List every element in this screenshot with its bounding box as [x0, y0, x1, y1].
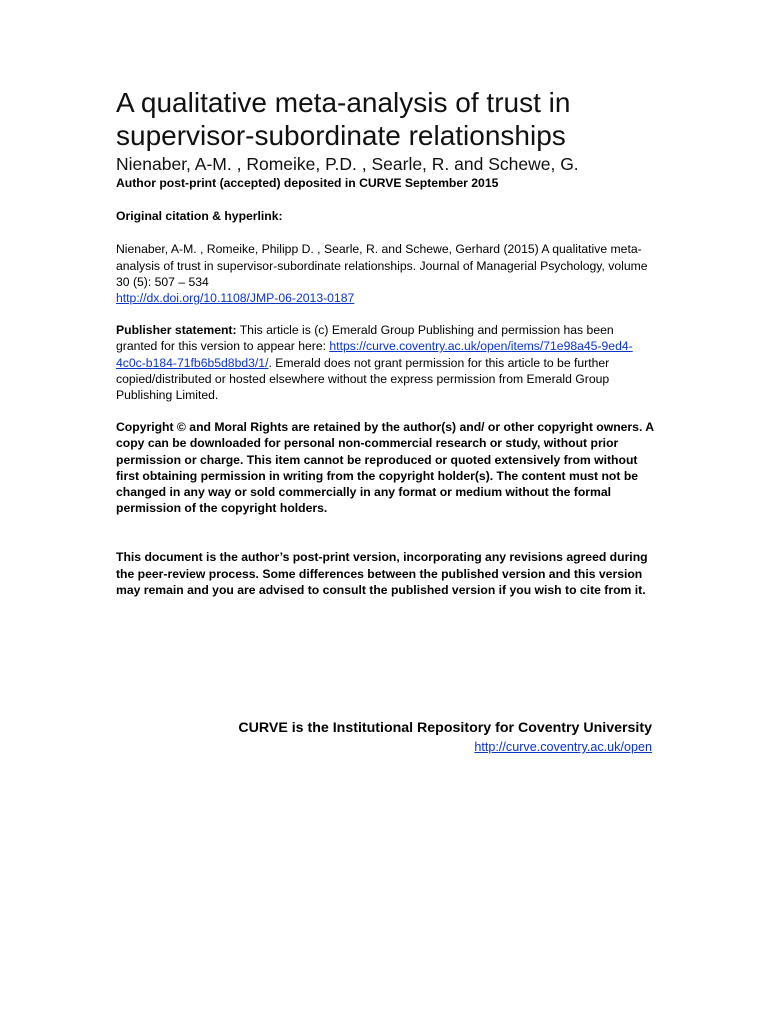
- repository-link[interactable]: http://curve.coventry.ac.uk/open: [474, 740, 652, 754]
- citation-block: [116, 241, 656, 306]
- curve-item-link[interactable]: https://curve.coventry.ac.uk/open/items/71e98a45-9ed4-4c0c-b184-71fb6b5d8bd3/1/: [116, 339, 633, 370]
- publisher-statement-label: Publisher statement:: [116, 323, 237, 338]
- author-list: Nienaber, A-M. , Romeike, P.D. , Searle, R. and Schewe, G.: [116, 154, 579, 174]
- repository-link-line: [116, 738, 652, 756]
- publisher-statement: [116, 322, 656, 403]
- document-page: [116, 86, 656, 598]
- citation-paragraph-link: [116, 290, 656, 306]
- postprint-note: This document is the author’s post-print version, incorporating any revisions agreed during the peer-review process. Some differences between the published version and this version may remain and you are advised to consult the published version if you wish to cite from it.: [116, 550, 648, 597]
- doi-link[interactable]: http://dx.doi.org/10.1108/JMP-06-2013-0187: [116, 291, 355, 306]
- deposit-note: Author post-print (accepted) deposited in CURVE September 2015: [116, 176, 499, 190]
- repository-title: CURVE is the Institutional Repository for Coventry University: [238, 720, 652, 736]
- document-title: A qualitative meta-analysis of trust in supervisor-subordinate relationships: [116, 87, 571, 151]
- repository-footer: [116, 718, 652, 756]
- publisher-statement-text-before: This article is (c) Emerald Group Publishing and permission has been granted for this version to appear here:: [116, 323, 614, 354]
- citation-heading: Original citation & hyperlink:: [116, 209, 283, 224]
- copyright-notice: Copyright © and Moral Rights are retained by the author(s) and/ or other copyright owners. A copy can be downloaded for personal non-commercial research or study, without prior permission or charge. This item cannot be reproduced or quoted extensively from without first obtaining permission in writing from the copyright holder(s). The content must not be changed in any way or sold commercially in any format or medium without the formal permission of the copyright holders.: [116, 420, 654, 516]
- publisher-statement-text-after: . Emerald does not grant permission for this article to be further copied/distributed or hosted elsewhere without the express permission from Emerald Group Publishing Limited.: [116, 355, 610, 403]
- citation-text: Nienaber, A-M. , Romeike, Philipp D. , Searle, R. and Schewe, Gerhard (2015) A qualitative meta-analysis of trust in supervisor-subordinate relationships. Journal of Managerial Psychology, volume 30 (5): 507 – 534: [116, 242, 648, 289]
